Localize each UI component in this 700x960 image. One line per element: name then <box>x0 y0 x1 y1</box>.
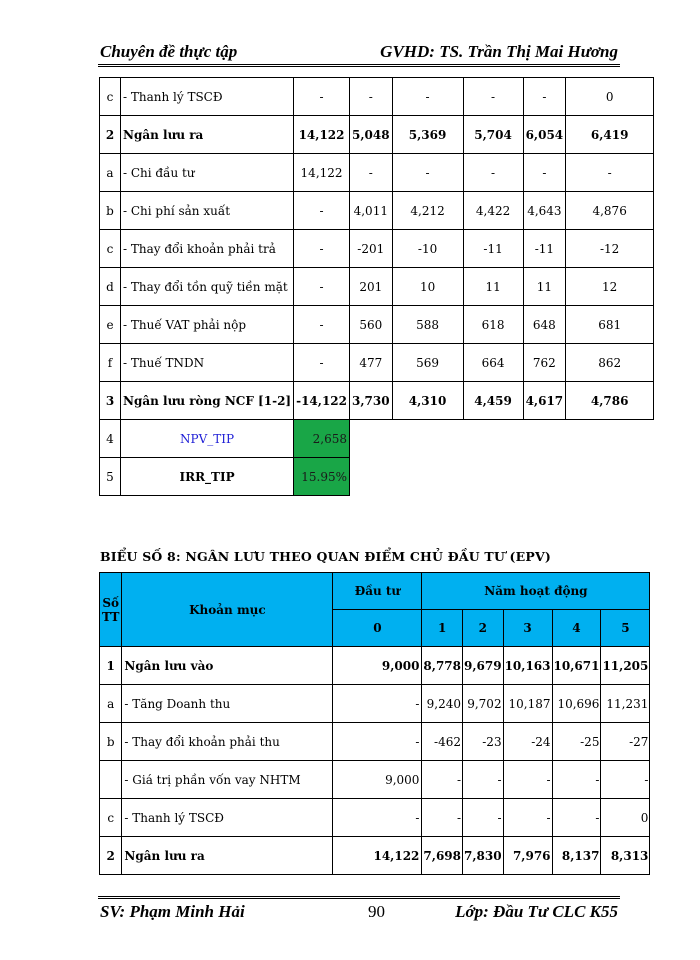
row-id: 2 <box>100 837 122 875</box>
value-cell: 4,643 <box>523 192 566 230</box>
value-cell: - <box>350 154 393 192</box>
value-cell: -201 <box>350 230 393 268</box>
empty-cell <box>392 458 463 496</box>
row-label: - Thay đổi tồn quỹ tiền mặt <box>121 268 294 306</box>
value-cell: 4,310 <box>392 382 463 420</box>
value-cell: - <box>392 78 463 116</box>
value-cell: 4,617 <box>523 382 566 420</box>
value-cell: - <box>463 799 504 837</box>
value-cell: -462 <box>422 723 463 761</box>
header-advisor: GVHD: TS. Trần Thị Mai Hương <box>380 42 618 61</box>
value-cell: -14,122 <box>294 382 350 420</box>
value-cell: 9,679 <box>463 647 504 685</box>
value-cell: 11,205 <box>601 647 650 685</box>
row-id: a <box>100 685 122 723</box>
row-id: 3 <box>100 382 121 420</box>
value-cell: - <box>463 154 523 192</box>
table-row <box>100 761 650 799</box>
value-cell: - <box>333 723 422 761</box>
row-label: - Thay đổi khoản phải trả <box>121 230 294 268</box>
value-cell: 7,698 <box>422 837 463 875</box>
value-cell: - <box>601 761 650 799</box>
row-id: b <box>100 192 121 230</box>
header-year: 2 <box>463 610 504 647</box>
table-row <box>100 382 654 420</box>
table-row <box>100 685 650 723</box>
value-cell: 569 <box>392 344 463 382</box>
value-cell: - <box>463 78 523 116</box>
value-cell: -23 <box>463 723 504 761</box>
irr-value: 15.95% <box>294 458 350 496</box>
value-cell: 11,231 <box>601 685 650 723</box>
value-cell: - <box>463 761 504 799</box>
value-cell: - <box>566 154 654 192</box>
value-cell: 14,122 <box>294 116 350 154</box>
value-cell: 762 <box>523 344 566 382</box>
value-cell: 10 <box>392 268 463 306</box>
page-header <box>98 40 620 62</box>
empty-cell <box>463 420 523 458</box>
row-id: 4 <box>100 420 121 458</box>
empty-cell <box>463 458 523 496</box>
table-row <box>100 306 654 344</box>
value-cell: 14,122 <box>333 837 422 875</box>
value-cell: - <box>294 78 350 116</box>
table-row <box>100 344 654 382</box>
value-cell: -10 <box>392 230 463 268</box>
value-cell: - <box>294 344 350 382</box>
table-row <box>100 192 654 230</box>
value-cell: -11 <box>523 230 566 268</box>
value-cell: 201 <box>350 268 393 306</box>
irr-label: IRR_TIP <box>121 458 294 496</box>
row-id: 5 <box>100 458 121 496</box>
value-cell: 0 <box>601 799 650 837</box>
row-label: Ngân lưu ròng NCF [1-2] <box>121 382 294 420</box>
value-cell: 12 <box>566 268 654 306</box>
table2-title: BIỂU SỐ 8: NGÂN LƯU THEO QUAN ĐIỂM CHỦ ĐẦU TƯ (EPV) <box>100 549 551 564</box>
header-year: 0 <box>333 610 422 647</box>
table-row <box>100 799 650 837</box>
table-row <box>100 837 650 875</box>
value-cell: 4,212 <box>392 192 463 230</box>
row-label: - Chi phí sản xuất <box>121 192 294 230</box>
value-cell: 862 <box>566 344 654 382</box>
table-row <box>100 78 654 116</box>
row-id: 1 <box>100 647 122 685</box>
row-label: - Thuế TNDN <box>121 344 294 382</box>
page-number: 90 <box>368 902 385 921</box>
value-cell: - <box>523 154 566 192</box>
header-invest: Đầu tư <box>333 573 422 610</box>
value-cell: 5,369 <box>392 116 463 154</box>
value-cell: 8,778 <box>422 647 463 685</box>
row-label: Ngân lưu ra <box>122 837 333 875</box>
value-cell: - <box>552 799 601 837</box>
table-row <box>100 116 654 154</box>
cashflow-table-tip <box>99 77 654 496</box>
value-cell: 4,876 <box>566 192 654 230</box>
table-row <box>100 230 654 268</box>
value-cell: 7,830 <box>463 837 504 875</box>
row-label: - Thuế VAT phải nộp <box>121 306 294 344</box>
header-year: 3 <box>503 610 552 647</box>
npv-label: NPV_TIP <box>121 420 294 458</box>
value-cell: - <box>422 761 463 799</box>
value-cell: -24 <box>503 723 552 761</box>
value-cell: 4,011 <box>350 192 393 230</box>
value-cell: 14,122 <box>294 154 350 192</box>
value-cell: 9,000 <box>333 761 422 799</box>
empty-cell <box>392 420 463 458</box>
value-cell: 5,048 <box>350 116 393 154</box>
row-id: e <box>100 306 121 344</box>
row-label: - Thanh lý TSCĐ <box>122 799 333 837</box>
value-cell: - <box>294 306 350 344</box>
value-cell: - <box>350 78 393 116</box>
value-cell: - <box>523 78 566 116</box>
row-id: b <box>100 723 122 761</box>
value-cell: 8,137 <box>552 837 601 875</box>
empty-cell <box>350 420 393 458</box>
table-row <box>100 723 650 761</box>
empty-cell <box>523 458 566 496</box>
value-cell: 9,240 <box>422 685 463 723</box>
row-id <box>100 761 122 799</box>
value-cell: -27 <box>601 723 650 761</box>
table-row <box>100 647 650 685</box>
value-cell: 4,422 <box>463 192 523 230</box>
value-cell: 588 <box>392 306 463 344</box>
row-label: Ngân lưu ra <box>121 116 294 154</box>
table-row <box>100 268 654 306</box>
row-id: c <box>100 799 122 837</box>
row-label: - Giá trị phần vốn vay NHTM <box>122 761 333 799</box>
header-year: 1 <box>422 610 463 647</box>
value-cell: 4,459 <box>463 382 523 420</box>
row-id: c <box>100 78 121 116</box>
value-cell: 9,000 <box>333 647 422 685</box>
value-cell: 10,696 <box>552 685 601 723</box>
row-id: d <box>100 268 121 306</box>
footer-student: SV: Phạm Minh Hải <box>100 902 245 921</box>
irr-row <box>100 458 654 496</box>
header-rule <box>98 64 620 67</box>
header-item: Khoản mục <box>122 573 333 647</box>
value-cell: - <box>503 799 552 837</box>
npv-value: 2,658 <box>294 420 350 458</box>
value-cell: 10,187 <box>503 685 552 723</box>
row-id: c <box>100 230 121 268</box>
empty-cell <box>523 420 566 458</box>
value-cell: 11 <box>523 268 566 306</box>
value-cell: 664 <box>463 344 523 382</box>
value-cell: 560 <box>350 306 393 344</box>
value-cell: 9,702 <box>463 685 504 723</box>
value-cell: - <box>552 761 601 799</box>
header-year: 5 <box>601 610 650 647</box>
value-cell: 648 <box>523 306 566 344</box>
header-year: 4 <box>552 610 601 647</box>
value-cell: -25 <box>552 723 601 761</box>
value-cell: - <box>422 799 463 837</box>
page-footer <box>98 902 620 924</box>
footer-class: Lớp: Đầu Tư CLC K55 <box>455 902 618 921</box>
value-cell: 681 <box>566 306 654 344</box>
value-cell: 618 <box>463 306 523 344</box>
footer-rule <box>98 896 620 899</box>
value-cell: 3,730 <box>350 382 393 420</box>
empty-cell <box>566 458 654 496</box>
value-cell: 10,163 <box>503 647 552 685</box>
row-label: - Thanh lý TSCĐ <box>121 78 294 116</box>
value-cell: -12 <box>566 230 654 268</box>
value-cell: - <box>294 268 350 306</box>
value-cell: - <box>392 154 463 192</box>
value-cell: 4,786 <box>566 382 654 420</box>
value-cell: - <box>503 761 552 799</box>
header-stt: Số TT <box>100 573 122 647</box>
value-cell: 477 <box>350 344 393 382</box>
cashflow-table-epv <box>99 572 650 875</box>
table-row <box>100 154 654 192</box>
row-id: 2 <box>100 116 121 154</box>
row-label: - Tăng Doanh thu <box>122 685 333 723</box>
value-cell: 6,054 <box>523 116 566 154</box>
row-id: a <box>100 154 121 192</box>
row-label: Ngân lưu vào <box>122 647 333 685</box>
value-cell: 6,419 <box>566 116 654 154</box>
value-cell: - <box>294 230 350 268</box>
empty-cell <box>350 458 393 496</box>
header-operating: Năm hoạt động <box>422 573 650 610</box>
empty-cell <box>566 420 654 458</box>
value-cell: 11 <box>463 268 523 306</box>
value-cell: - <box>333 799 422 837</box>
value-cell: - <box>294 192 350 230</box>
row-id: f <box>100 344 121 382</box>
value-cell: -11 <box>463 230 523 268</box>
value-cell: 0 <box>566 78 654 116</box>
value-cell: 10,671 <box>552 647 601 685</box>
value-cell: - <box>333 685 422 723</box>
value-cell: 5,704 <box>463 116 523 154</box>
row-label: - Thay đổi khoản phải thu <box>122 723 333 761</box>
value-cell: 8,313 <box>601 837 650 875</box>
npv-row <box>100 420 654 458</box>
row-label: - Chi đầu tư <box>121 154 294 192</box>
value-cell: 7,976 <box>503 837 552 875</box>
header-subject: Chuyên đề thực tập <box>100 42 238 61</box>
